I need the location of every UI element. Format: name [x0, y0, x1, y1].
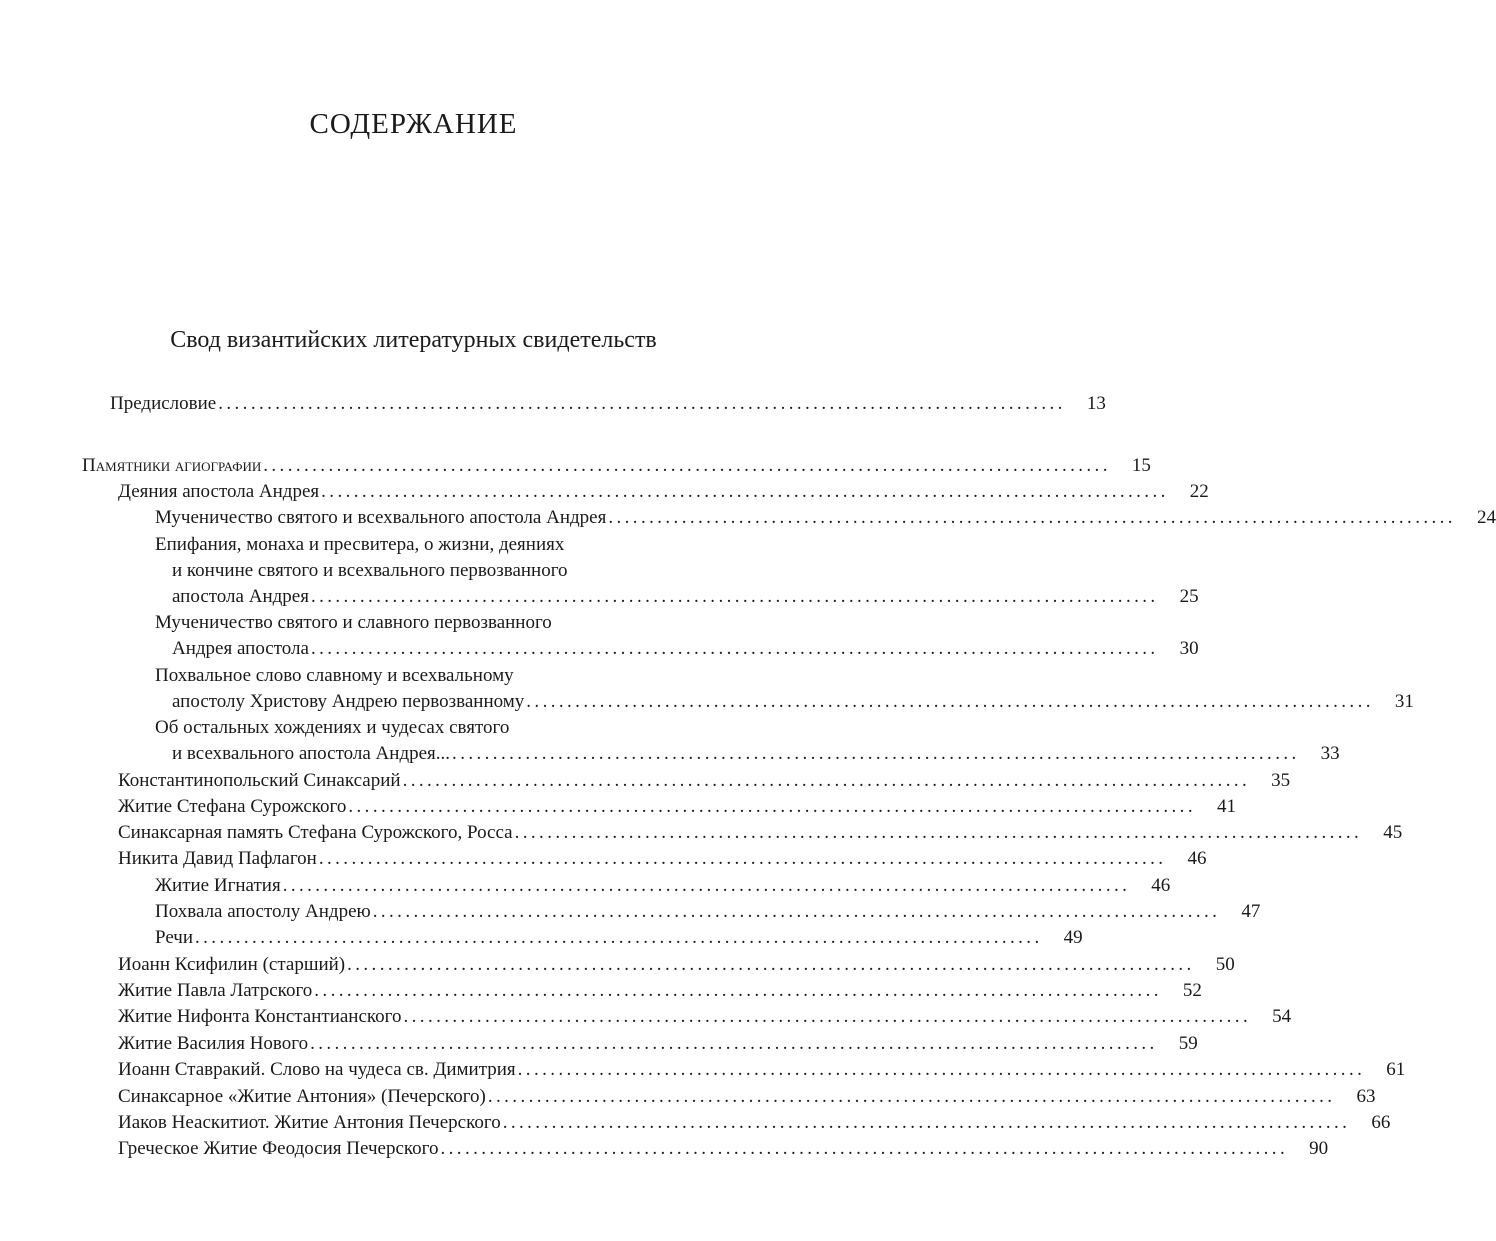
- leader-dots: ........................................................................................................: [282, 875, 1131, 896]
- toc-entry-line: Епифания, монаха и пресвитера, о жизни, деяниях: [155, 534, 565, 555]
- leader-dots: ........................................................................................................: [608, 507, 1456, 528]
- toc-entry-text: Житие Павла Латрского: [118, 980, 313, 1001]
- toc-entry[interactable]: [118, 980, 1202, 1006]
- toc-entry-text: Памятники агиографии: [82, 455, 262, 476]
- leader-dots: ........................................................................................................: [310, 638, 1159, 659]
- toc-entry-line: и кончине святого и всехвального первозванного: [172, 560, 568, 581]
- toc-entry-hagiography[interactable]: [82, 455, 1151, 481]
- toc-entry[interactable]: [118, 1086, 1376, 1112]
- leader-dots: ........................................................................................................: [314, 980, 1162, 1001]
- toc-entry-text: Деяния апостола Андрея: [118, 481, 320, 502]
- toc-page-number: 46: [1151, 875, 1171, 896]
- toc-entry[interactable]: [172, 586, 1199, 612]
- toc-entry[interactable]: [172, 638, 1199, 664]
- leader-dots: ........................................................................................................: [218, 393, 1066, 414]
- leader-dots: ........................................................................................................: [487, 1086, 1336, 1107]
- leader-dots: ........................................................................................................: [310, 1033, 1158, 1054]
- leader-dots: ........................................................................................................: [195, 927, 1043, 948]
- toc-entry-text: Житие Игнатия: [155, 875, 281, 896]
- toc-page-number: 30: [1179, 638, 1199, 659]
- toc-entry[interactable]: [172, 691, 1414, 717]
- toc-page-number: 50: [1215, 954, 1235, 975]
- leader-dots: ........................................................................................................: [514, 822, 1363, 843]
- toc-page-number: 25: [1179, 586, 1199, 607]
- toc-entry[interactable]: [155, 875, 1171, 901]
- toc-entry[interactable]: [118, 796, 1236, 822]
- toc-entry[interactable]: [172, 743, 1340, 769]
- toc-entry[interactable]: [118, 1138, 1329, 1164]
- toc-entry-text: Похвала апостолу Андрею: [155, 901, 371, 922]
- toc-entry[interactable]: [118, 848, 1207, 874]
- toc-page-number: 52: [1182, 980, 1202, 1001]
- toc-page-number: 66: [1371, 1112, 1391, 1133]
- toc-page-number: 31: [1394, 691, 1414, 712]
- toc-entry-text: Предисловие: [110, 393, 217, 414]
- toc-page-number: 33: [1320, 743, 1340, 764]
- toc-page-number: 61: [1386, 1059, 1406, 1080]
- toc-page-number: 35: [1271, 770, 1291, 791]
- toc-entry-text: Житие Нифонта Константианского: [118, 1006, 402, 1027]
- section-title: Свод византийских литературных свидетельств: [170, 327, 657, 353]
- toc-entry-text: Житие Василия Нового: [118, 1033, 309, 1054]
- toc-entry[interactable]: [118, 1006, 1292, 1032]
- leader-dots: ........................................................................................................: [318, 848, 1167, 869]
- toc-entry-text: апостола Андрея: [172, 586, 309, 607]
- toc-entry[interactable]: [118, 1112, 1391, 1138]
- toc-entry-text: Иоанн Ставракий. Слово на чудеса св. Димитрия: [118, 1059, 516, 1080]
- toc-page-number: 49: [1063, 927, 1083, 948]
- leader-dots: ........................................................................................................: [372, 901, 1221, 922]
- toc-entry-line: Мученичество святого и славного первозванного: [155, 612, 552, 633]
- toc-page-number: 63: [1356, 1086, 1376, 1107]
- toc-page-number: 90: [1309, 1138, 1329, 1159]
- toc-entry-text: Константинопольский Синаксарий: [118, 770, 401, 791]
- leader-dots: ........................................................................................................: [402, 770, 1251, 791]
- toc-entry-text: Иаков Неаскитиот. Житие Антония Печерского: [118, 1112, 501, 1133]
- leader-dots: ........................................................................................................: [263, 455, 1111, 476]
- toc-entry-text: Греческое Житие Феодосия Печерского: [118, 1138, 439, 1159]
- toc-page-number: 46: [1187, 848, 1207, 869]
- leader-dots: ........................................................................................................: [348, 796, 1196, 817]
- leader-dots: ........................................................................................................: [526, 691, 1374, 712]
- leader-dots: ........................................................................................................: [517, 1059, 1366, 1080]
- toc-page-number: 22: [1189, 481, 1209, 502]
- toc-entry[interactable]: [118, 481, 1209, 507]
- page-title: СОДЕРЖАНИЕ: [309, 108, 518, 140]
- toc-entry[interactable]: [118, 954, 1235, 980]
- toc-entry-line: Похвальное слово славному и всехвальному: [155, 665, 514, 686]
- toc-entry[interactable]: [118, 1033, 1198, 1059]
- toc-entry[interactable]: [155, 507, 1496, 533]
- toc-entry[interactable]: [155, 927, 1083, 953]
- toc-entry-preface[interactable]: [110, 393, 1106, 419]
- toc-page-number: 47: [1241, 901, 1261, 922]
- toc-entry-text: Андрея апостола: [172, 638, 309, 659]
- toc-entry-text: Никита Давид Пафлагон: [118, 848, 317, 869]
- toc-page-number: 13: [1086, 393, 1106, 414]
- toc-page-number: 41: [1216, 796, 1236, 817]
- toc-page-number: 54: [1272, 1006, 1292, 1027]
- toc-page-number: 24: [1476, 507, 1496, 528]
- leader-dots: ........................................................................................................: [321, 481, 1169, 502]
- leader-dots: ........................................................................................................: [403, 1006, 1252, 1027]
- toc-entry[interactable]: [118, 770, 1291, 796]
- toc-entry-line: Об остальных хождениях и чудесах святого: [155, 717, 510, 738]
- toc-entry-text: Речи: [155, 927, 193, 948]
- toc-entry[interactable]: [155, 901, 1261, 927]
- toc-page-number: 59: [1178, 1033, 1198, 1054]
- toc-page-number: 45: [1383, 822, 1403, 843]
- toc-entry[interactable]: [118, 822, 1403, 848]
- leader-dots: ........................................................................................................: [452, 743, 1300, 764]
- toc-entry-text: Иоанн Ксифилин (старший): [118, 954, 346, 975]
- toc-entry-text: Житие Стефана Сурожского: [118, 796, 347, 817]
- toc-page-number: 15: [1131, 455, 1151, 476]
- toc-entry-text: Синаксарное «Житие Антония» (Печерского): [118, 1086, 486, 1107]
- toc-entry-text: Мученичество святого и всехвального апостола Андрея: [155, 507, 607, 528]
- leader-dots: ........................................................................................................: [502, 1112, 1351, 1133]
- toc-entry-text: Синаксарная память Стефана Сурожского, Росса: [118, 822, 513, 843]
- leader-dots: ........................................................................................................: [440, 1138, 1289, 1159]
- leader-dots: ........................................................................................................: [347, 954, 1195, 975]
- toc-entry-text: и всехвального апостола Андрея...: [172, 743, 451, 764]
- leader-dots: ........................................................................................................: [310, 586, 1159, 607]
- toc-entry-text: апостолу Христову Андрею первозванному: [172, 691, 525, 712]
- toc-entry[interactable]: [118, 1059, 1406, 1085]
